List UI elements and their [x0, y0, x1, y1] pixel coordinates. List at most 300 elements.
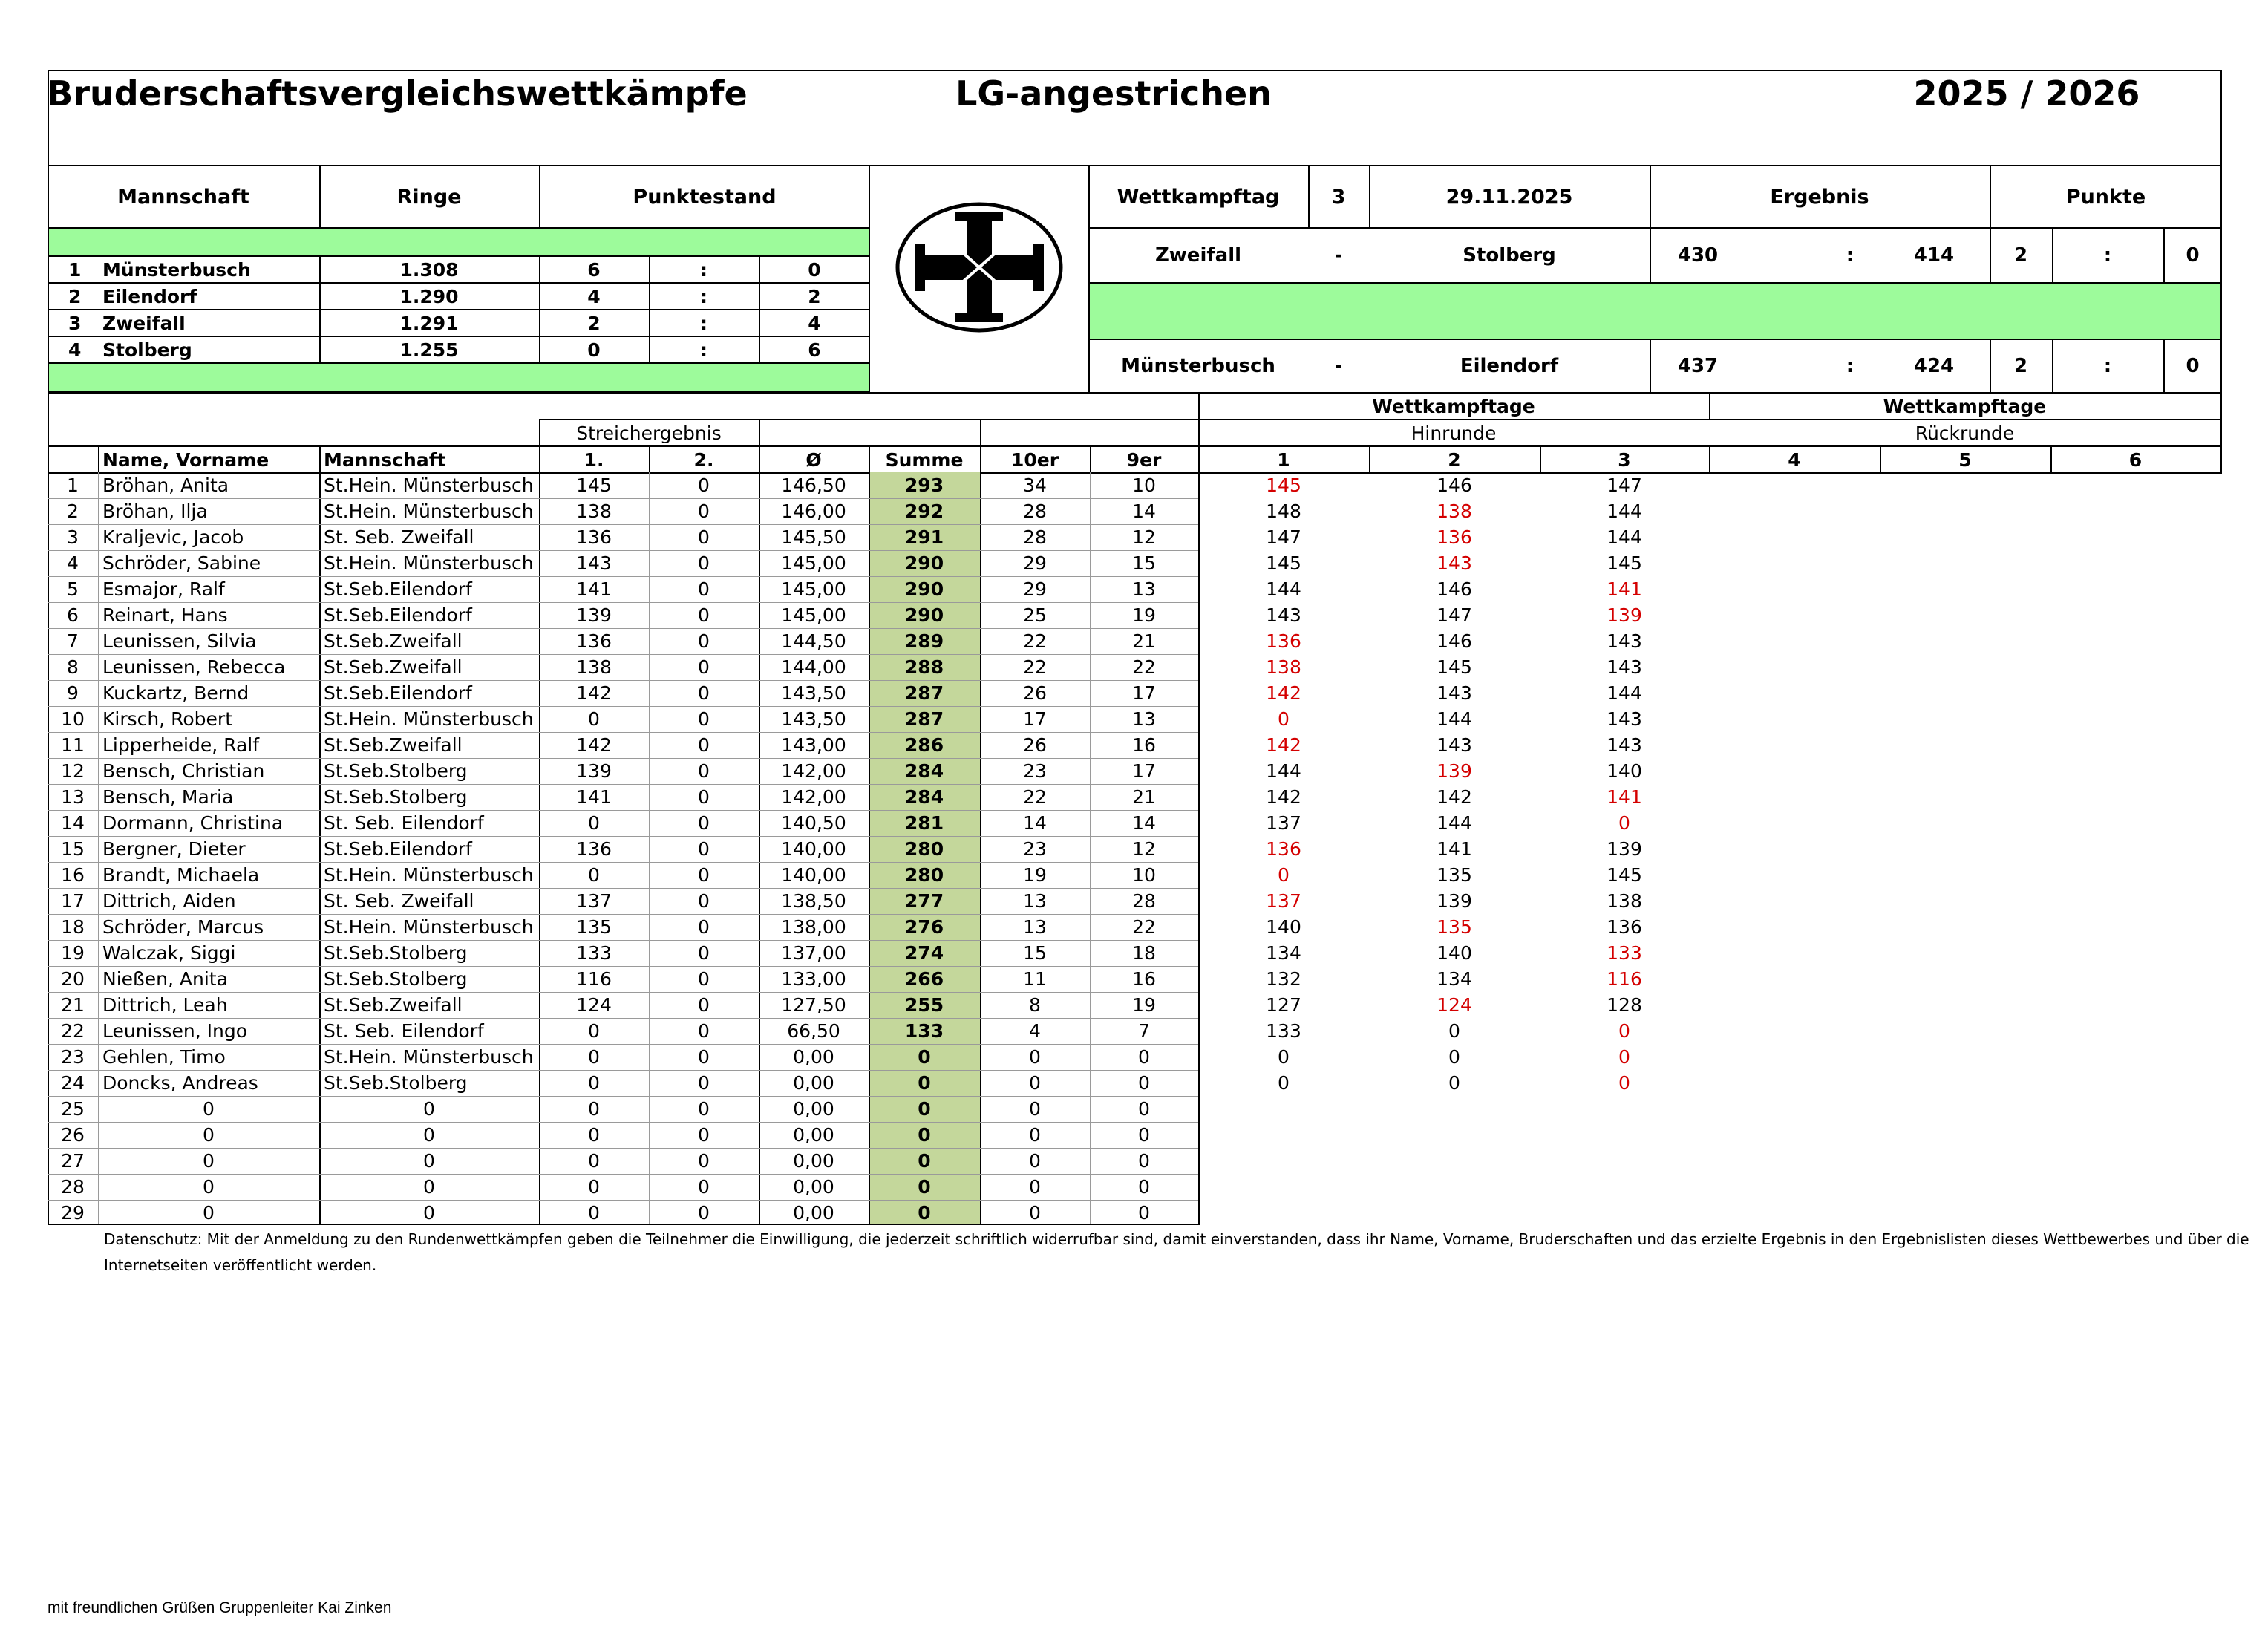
day-3-score: 145 [1607, 552, 1642, 574]
standings-col-rings: Ringe [396, 185, 462, 209]
nines-value: 18 [1132, 942, 1156, 964]
average-value: 142,00 [781, 786, 846, 808]
shooter-name: Schröder, Marcus [102, 916, 264, 938]
average-value: 0,00 [793, 1072, 834, 1094]
tens-value: 17 [1023, 708, 1047, 730]
row-number: 8 [67, 656, 79, 678]
streich-1-value: 141 [576, 786, 612, 808]
streich-2-value: 0 [698, 1072, 710, 1094]
streich-1-value: 0 [588, 1176, 600, 1198]
shooter-name: Leunissen, Ingo [102, 1020, 248, 1042]
streich-1-value: 0 [588, 1202, 600, 1224]
streich-2-value: 0 [698, 630, 710, 652]
shooter-team: St.Seb.Stolberg [324, 1072, 468, 1094]
row-number: 24 [61, 1072, 85, 1094]
shooter-name: Dittrich, Leah [102, 994, 228, 1016]
tens-value: 26 [1023, 682, 1047, 704]
shooter-name: 0 [203, 1202, 215, 1224]
day-2-score: 135 [1437, 916, 1472, 938]
day-2-score: 146 [1437, 630, 1472, 652]
col-header-day-1: 1 [1277, 448, 1290, 471]
day-3-score: 138 [1607, 890, 1642, 912]
shooter-team: St.Hein. Münsterbusch [324, 708, 534, 730]
discipline-title: LG-angestrichen [955, 74, 1272, 114]
shooter-team: St.Seb.Eilendorf [324, 578, 472, 600]
average-value: 0,00 [793, 1098, 834, 1120]
average-value: 143,50 [781, 682, 846, 704]
sum-value: 286 [904, 734, 944, 756]
match-date: 29.11.2025 [1445, 185, 1573, 209]
streich-2-value: 0 [698, 604, 710, 626]
tens-value: 0 [1029, 1046, 1041, 1068]
shooter-name: Kraljevic, Jacob [102, 526, 244, 548]
sum-value: 290 [904, 552, 944, 574]
streich-1-value: 0 [588, 708, 600, 730]
standings-team: Münsterbusch [102, 258, 251, 281]
shooter-name: 0 [203, 1124, 215, 1146]
tens-value: 4 [1029, 1020, 1041, 1042]
sum-value: 255 [904, 994, 944, 1016]
nines-value: 19 [1132, 994, 1156, 1016]
shooter-team: St.Hein. Münsterbusch [324, 1046, 534, 1068]
row-number: 28 [61, 1176, 85, 1198]
shooter-team: St.Seb.Stolberg [324, 942, 468, 964]
day-3-score: 139 [1607, 838, 1642, 860]
shooter-name: Dormann, Christina [102, 812, 284, 834]
shooter-team: 0 [423, 1124, 435, 1146]
shooter-team: St. Seb. Zweifall [324, 890, 474, 912]
day-3-score: 147 [1607, 474, 1642, 496]
shooter-team: St.Hein. Münsterbusch [324, 500, 534, 522]
standings-col-points: Punktestand [633, 185, 777, 209]
sum-value: 0 [918, 1072, 931, 1094]
streich-2-value: 0 [698, 578, 710, 600]
streich-2-value: 0 [698, 890, 710, 912]
sum-value: 288 [904, 656, 944, 678]
average-value: 66,50 [787, 1020, 840, 1042]
day-3-score: 0 [1618, 1046, 1630, 1068]
standings-rank: 1 [68, 258, 82, 281]
tens-value: 22 [1023, 630, 1047, 652]
streich-1-value: 0 [588, 1020, 600, 1042]
day-2-score: 0 [1448, 1046, 1460, 1068]
streich-2-value: 0 [698, 552, 710, 574]
row-number: 10 [61, 708, 85, 730]
nines-value: 12 [1132, 526, 1156, 548]
streich-1-value: 137 [576, 890, 612, 912]
streich-1-value: 139 [576, 604, 612, 626]
tens-value: 0 [1029, 1176, 1041, 1198]
nines-value: 22 [1132, 916, 1156, 938]
day-2-score: 144 [1437, 812, 1472, 834]
day-3-score: 0 [1618, 1020, 1630, 1042]
day-1-score [1198, 1096, 1369, 1122]
day-1-score: 127 [1266, 994, 1301, 1016]
match-day-label: Wettkampftag [1117, 185, 1280, 209]
day-3-score [1540, 1174, 1709, 1200]
match-points-label: Punkte [2065, 185, 2146, 209]
streich-1-value: 0 [588, 1124, 600, 1146]
row-number: 21 [61, 994, 85, 1016]
day-2-score: 147 [1437, 604, 1472, 626]
tens-value: 8 [1029, 994, 1041, 1016]
row-number: 15 [61, 838, 85, 860]
hinrunde-label: Hinrunde [1411, 422, 1497, 444]
day-2-score [1369, 1200, 1540, 1226]
average-value: 140,50 [781, 812, 846, 834]
tens-value: 19 [1023, 864, 1047, 886]
shooter-team: St. Seb. Zweifall [324, 526, 474, 548]
standings-points-sep: : [700, 312, 707, 334]
average-value: 142,00 [781, 760, 846, 782]
shooter-team: St.Seb.Stolberg [324, 786, 468, 808]
row-number: 4 [67, 552, 79, 574]
row-number: 23 [61, 1046, 85, 1068]
sum-value: 290 [904, 578, 944, 600]
nines-value: 13 [1132, 708, 1156, 730]
row-number: 27 [61, 1150, 85, 1172]
sum-value: 280 [904, 864, 944, 886]
pairing-result-sep: : [1846, 355, 1854, 377]
streich-2-value: 0 [698, 1202, 710, 1224]
day-1-score: 0 [1278, 864, 1290, 886]
row-number: 6 [67, 604, 79, 626]
tens-value: 22 [1023, 786, 1047, 808]
tens-value: 29 [1023, 578, 1047, 600]
day-3-score: 0 [1618, 812, 1630, 834]
standings-rank: 4 [68, 339, 82, 361]
streich-1-value: 133 [576, 942, 612, 964]
wettkampftage-label-rueck: Wettkampftage [1883, 395, 2047, 417]
tens-value: 28 [1023, 500, 1047, 522]
match-day-number: 3 [1331, 185, 1346, 209]
nines-value: 0 [1138, 1046, 1150, 1068]
shooter-name: 0 [203, 1150, 215, 1172]
average-value: 143,00 [781, 734, 846, 756]
streich-1-value: 145 [576, 474, 612, 496]
day-1-score: 137 [1266, 812, 1301, 834]
sum-value: 277 [904, 890, 944, 912]
standings-rings: 1.308 [399, 258, 459, 281]
shooter-name: Reinart, Hans [102, 604, 228, 626]
day-1-score: 0 [1278, 708, 1290, 730]
day-1-score: 137 [1266, 890, 1301, 912]
pairing-result-away: 424 [1913, 355, 1955, 377]
day-2-score: 0 [1448, 1020, 1460, 1042]
match-result-label: Ergebnis [1770, 185, 1869, 209]
average-value: 143,50 [781, 708, 846, 730]
standings-points-against: 4 [808, 312, 821, 334]
tens-value: 0 [1029, 1202, 1041, 1224]
day-2-score: 146 [1437, 578, 1472, 600]
row-number: 29 [61, 1202, 85, 1224]
sum-value: 293 [904, 474, 944, 496]
sum-value: 292 [904, 500, 944, 522]
standings-points-sep: : [700, 339, 707, 361]
day-3-score: 144 [1607, 526, 1642, 548]
standings-team: Eilendorf [102, 285, 197, 307]
streich-1-value: 142 [576, 682, 612, 704]
day-2-score: 140 [1437, 942, 1472, 964]
row-number: 16 [61, 864, 85, 886]
streich-1-value: 135 [576, 916, 612, 938]
day-1-score: 0 [1278, 1046, 1290, 1068]
col-header-sum: Summe [885, 448, 964, 471]
day-1-score [1198, 1148, 1369, 1174]
nines-value: 0 [1138, 1150, 1150, 1172]
tens-value: 0 [1029, 1098, 1041, 1120]
standings-green-bar-bottom [48, 364, 870, 392]
row-number: 9 [67, 682, 79, 704]
nines-value: 17 [1132, 760, 1156, 782]
streich-1-value: 0 [588, 1046, 600, 1068]
pairing-result-home: 430 [1677, 244, 1719, 267]
standings-col-team: Mannschaft [117, 185, 249, 209]
day-2-score: 143 [1437, 682, 1472, 704]
day-3-score: 143 [1607, 708, 1642, 730]
streich-1-value: 141 [576, 578, 612, 600]
shooter-team: St.Seb.Stolberg [324, 968, 468, 990]
nines-value: 17 [1132, 682, 1156, 704]
standings-points-sep: : [700, 285, 707, 307]
col-header-day-2: 2 [1448, 448, 1461, 471]
sum-value: 290 [904, 604, 944, 626]
standings-points-sep: : [700, 258, 707, 281]
day-1-score [1198, 1174, 1369, 1200]
day-3-score: 145 [1607, 864, 1642, 886]
streich-1-value: 136 [576, 630, 612, 652]
average-value: 127,50 [781, 994, 846, 1016]
average-value: 137,00 [781, 942, 846, 964]
sum-value: 276 [904, 916, 944, 938]
row-number: 14 [61, 812, 85, 834]
day-1-score: 142 [1266, 786, 1301, 808]
col-header-streich-1: 1. [584, 448, 604, 471]
shooter-name: Nießen, Anita [102, 968, 228, 990]
shooter-name: Bergner, Dieter [102, 838, 246, 860]
col-header-team: Mannschaft [324, 448, 446, 471]
tens-value: 0 [1029, 1072, 1041, 1094]
sum-value: 0 [918, 1098, 931, 1120]
pairing-points-sep: : [2103, 244, 2112, 267]
streich-1-value: 0 [588, 864, 600, 886]
streich-1-value: 124 [576, 994, 612, 1016]
col-header-average: Ø [805, 448, 822, 471]
sum-value: 266 [904, 968, 944, 990]
average-value: 140,00 [781, 838, 846, 860]
shooter-name: Leunissen, Rebecca [102, 656, 286, 678]
sum-value: 281 [904, 812, 944, 834]
nines-value: 21 [1132, 786, 1156, 808]
day-3-score: 133 [1607, 942, 1642, 964]
shooter-team: St.Seb.Zweifall [324, 994, 463, 1016]
pairing-points-away: 0 [2186, 244, 2200, 267]
sum-value: 287 [904, 682, 944, 704]
pairing-dash: - [1334, 244, 1343, 267]
streich-2-value: 0 [698, 786, 710, 808]
average-value: 138,50 [781, 890, 846, 912]
average-value: 145,50 [781, 526, 846, 548]
day-1-score: 148 [1266, 500, 1301, 522]
pairing-points-home: 2 [2013, 355, 2028, 377]
shooter-name: Doncks, Andreas [102, 1072, 258, 1094]
shooter-name: Leunissen, Silvia [102, 630, 257, 652]
streich-2-value: 0 [698, 916, 710, 938]
day-2-score: 135 [1437, 864, 1472, 886]
shooter-team: St.Seb.Eilendorf [324, 838, 472, 860]
privacy-notice-line-2: Internetseiten veröffentlicht werden. [104, 1256, 377, 1274]
streich-2-value: 0 [698, 1150, 710, 1172]
tens-value: 15 [1023, 942, 1047, 964]
shooter-team: 0 [423, 1202, 435, 1224]
nines-value: 10 [1132, 864, 1156, 886]
day-1-score: 133 [1266, 1020, 1301, 1042]
shooter-name: Bröhan, Ilja [102, 500, 208, 522]
standings-points-against: 0 [808, 258, 821, 281]
pairing-result-sep: : [1846, 244, 1854, 267]
pairing-home: Zweifall [1154, 244, 1242, 267]
sum-value: 284 [904, 786, 944, 808]
streichergebnis-label: Streichergebnis [576, 422, 722, 444]
wettkampftage-label-hin: Wettkampftage [1372, 395, 1535, 417]
streich-1-value: 138 [576, 656, 612, 678]
tens-value: 25 [1023, 604, 1047, 626]
streich-1-value: 0 [588, 1150, 600, 1172]
day-2-score: 146 [1437, 474, 1472, 496]
average-value: 145,00 [781, 552, 846, 574]
pairing-result-home: 437 [1677, 355, 1719, 377]
day-3-score: 144 [1607, 500, 1642, 522]
average-value: 144,50 [781, 630, 846, 652]
shooter-name: Bensch, Christian [102, 760, 265, 782]
day-1-score: 144 [1266, 760, 1301, 782]
average-value: 146,00 [781, 500, 846, 522]
tens-value: 34 [1023, 474, 1047, 496]
day-2-score [1369, 1122, 1540, 1148]
row-number: 5 [67, 578, 79, 600]
streich-2-value: 0 [698, 474, 710, 496]
streich-2-value: 0 [698, 942, 710, 964]
standings-points-for: 0 [587, 339, 601, 361]
standings-points-against: 2 [808, 285, 821, 307]
day-2-score: 0 [1448, 1072, 1460, 1094]
streich-1-value: 0 [588, 812, 600, 834]
day-2-score: 139 [1437, 760, 1472, 782]
day-2-score [1369, 1096, 1540, 1122]
nines-value: 21 [1132, 630, 1156, 652]
average-value: 0,00 [793, 1150, 834, 1172]
sum-value: 0 [918, 1124, 931, 1146]
shooter-name: Gehlen, Timo [102, 1046, 226, 1068]
nines-value: 16 [1132, 968, 1156, 990]
day-1-score: 136 [1266, 838, 1301, 860]
streich-1-value: 0 [588, 1072, 600, 1094]
sum-value: 287 [904, 708, 944, 730]
season-title: 2025 / 2026 [1913, 74, 2140, 114]
average-value: 146,50 [781, 474, 846, 496]
day-2-score: 143 [1437, 734, 1472, 756]
day-3-score: 144 [1607, 682, 1642, 704]
day-2-score: 141 [1437, 838, 1472, 860]
bruderschaft-logo-icon [894, 200, 1065, 334]
shooter-team: St.Seb.Stolberg [324, 760, 468, 782]
col-header-streich-2: 2. [693, 448, 714, 471]
streich-2-value: 0 [698, 500, 710, 522]
row-number: 7 [67, 630, 79, 652]
nines-value: 0 [1138, 1072, 1150, 1094]
day-3-score: 141 [1607, 786, 1642, 808]
standings-team: Stolberg [102, 339, 192, 361]
col-header-tens: 10er [1010, 448, 1059, 471]
row-number: 12 [61, 760, 85, 782]
day-3-score: 0 [1618, 1072, 1630, 1094]
streich-2-value: 0 [698, 1046, 710, 1068]
streich-1-value: 136 [576, 526, 612, 548]
day-1-score: 142 [1266, 734, 1301, 756]
day-3-score [1540, 1122, 1709, 1148]
nines-value: 19 [1132, 604, 1156, 626]
day-2-score: 139 [1437, 890, 1472, 912]
shooter-name: Schröder, Sabine [102, 552, 261, 574]
shooter-team: 0 [423, 1098, 435, 1120]
average-value: 144,00 [781, 656, 846, 678]
nines-value: 28 [1132, 890, 1156, 912]
average-value: 0,00 [793, 1176, 834, 1198]
streich-2-value: 0 [698, 968, 710, 990]
day-3-score [1540, 1148, 1709, 1174]
nines-value: 14 [1132, 812, 1156, 834]
day-1-score: 0 [1278, 1072, 1290, 1094]
pairing-home: Münsterbusch [1121, 355, 1275, 377]
streich-1-value: 138 [576, 500, 612, 522]
shooter-name: Lipperheide, Ralf [102, 734, 260, 756]
sum-value: 289 [904, 630, 944, 652]
day-3-score: 143 [1607, 630, 1642, 652]
nines-value: 22 [1132, 656, 1156, 678]
day-1-score: 142 [1266, 682, 1301, 704]
streich-2-value: 0 [698, 734, 710, 756]
standings-rings: 1.290 [399, 285, 459, 307]
day-3-score [1540, 1200, 1709, 1226]
greeting-signature: mit freundlichen Grüßen Gruppenleiter Kai Zinken [48, 1599, 392, 1616]
tens-value: 23 [1023, 838, 1047, 860]
col-header-name: Name, Vorname [102, 448, 269, 471]
row-number: 26 [61, 1124, 85, 1146]
average-value: 0,00 [793, 1202, 834, 1224]
shooter-team: St.Seb.Zweifall [324, 630, 463, 652]
shooter-team: St. Seb. Eilendorf [324, 812, 484, 834]
streich-2-value: 0 [698, 994, 710, 1016]
average-value: 0,00 [793, 1046, 834, 1068]
nines-value: 15 [1132, 552, 1156, 574]
streich-2-value: 0 [698, 656, 710, 678]
day-2-score: 138 [1437, 500, 1472, 522]
nines-value: 0 [1138, 1202, 1150, 1224]
tens-value: 13 [1023, 916, 1047, 938]
shooter-team: 0 [423, 1176, 435, 1198]
day-2-score: 145 [1437, 656, 1472, 678]
tens-value: 22 [1023, 656, 1047, 678]
row-number: 1 [67, 474, 79, 496]
day-1-score: 147 [1266, 526, 1301, 548]
tens-value: 11 [1023, 968, 1047, 990]
col-header-nines: 9er [1126, 448, 1162, 471]
tens-value: 28 [1023, 526, 1047, 548]
shooter-team: St.Hein. Münsterbusch [324, 864, 534, 886]
day-2-score: 136 [1437, 526, 1472, 548]
day-1-score: 145 [1266, 474, 1301, 496]
day-2-score: 142 [1437, 786, 1472, 808]
